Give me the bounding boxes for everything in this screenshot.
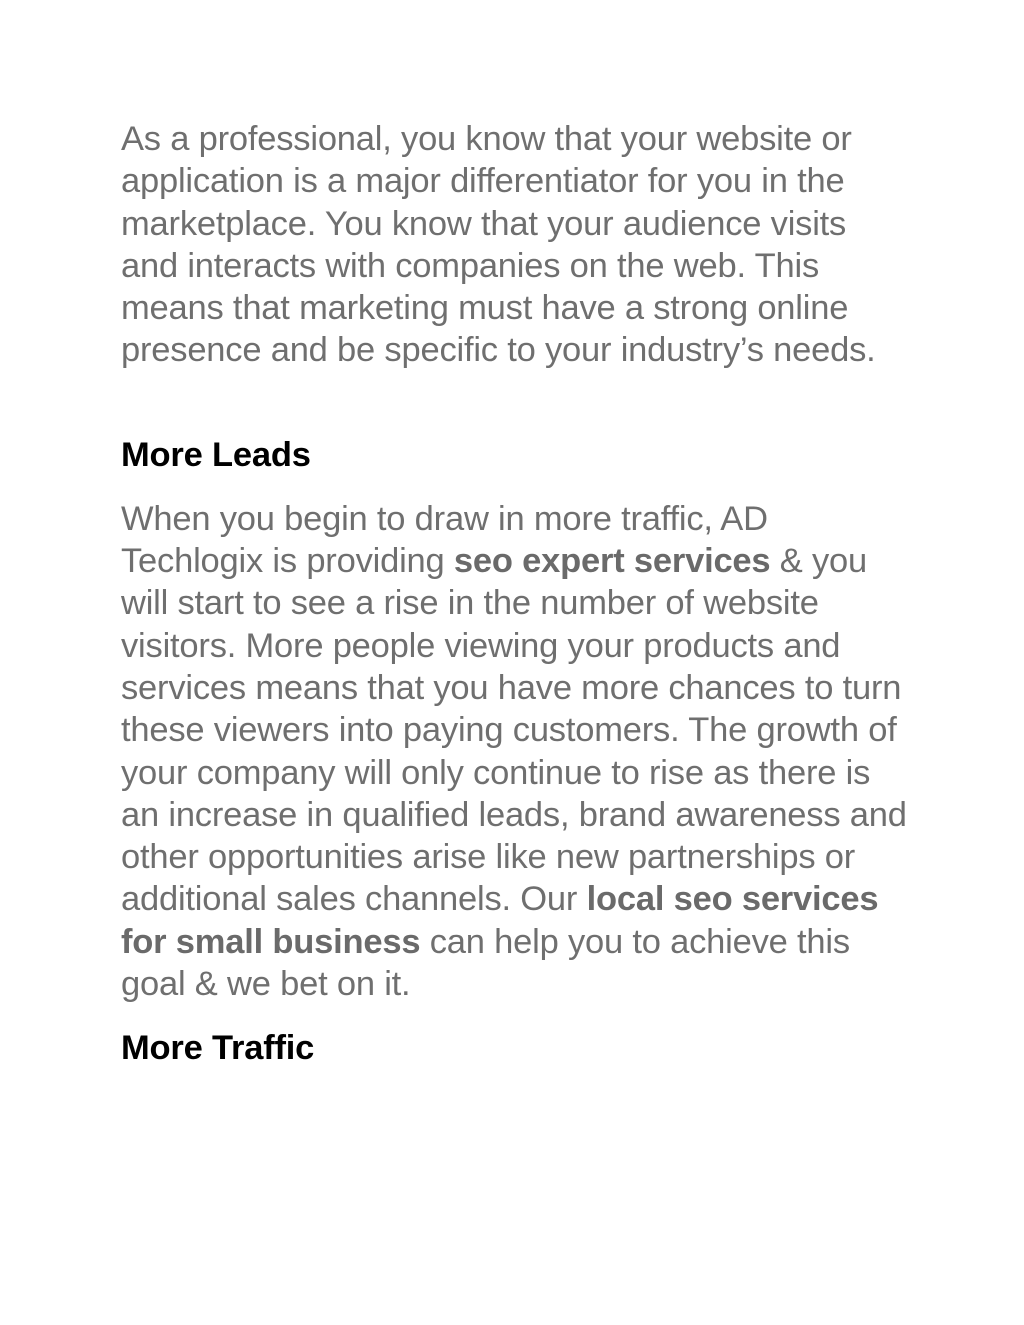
heading-more-traffic: More Traffic	[121, 1029, 315, 1068]
heading-more-leads: More Leads	[121, 435, 311, 474]
leads-text-3: can help you to achieve this goal & we bet on it.	[121, 922, 850, 1004]
leads-text-2: & you will start to see a rise in the number of website visitors. More people viewing your products and services means that you have more chances to turn these viewers into paying customers. The growth of your company will only continue to rise as there is an increase in qualified leads, brand awareness and other opportunities arise like new partnerships or additional sales channels. Our	[121, 542, 907, 919]
document-body	[121, 118, 911, 1069]
leads-text-1: When you begin to draw in more traffic, AD Techlogix is providing	[121, 499, 768, 581]
seo-expert-services-keyword: seo expert services	[453, 542, 771, 581]
intro-paragraph: As a professional, you know that your website or application is a major differentiator for you in the marketplace. You know that your audience visits and interacts with companies on the web. This means that marketing must have a strong online presence and be specific to your industry’s needs.	[121, 120, 876, 370]
leads-paragraph	[121, 498, 911, 1006]
local-seo-services-keyword: local seo services for small business	[121, 880, 879, 961]
